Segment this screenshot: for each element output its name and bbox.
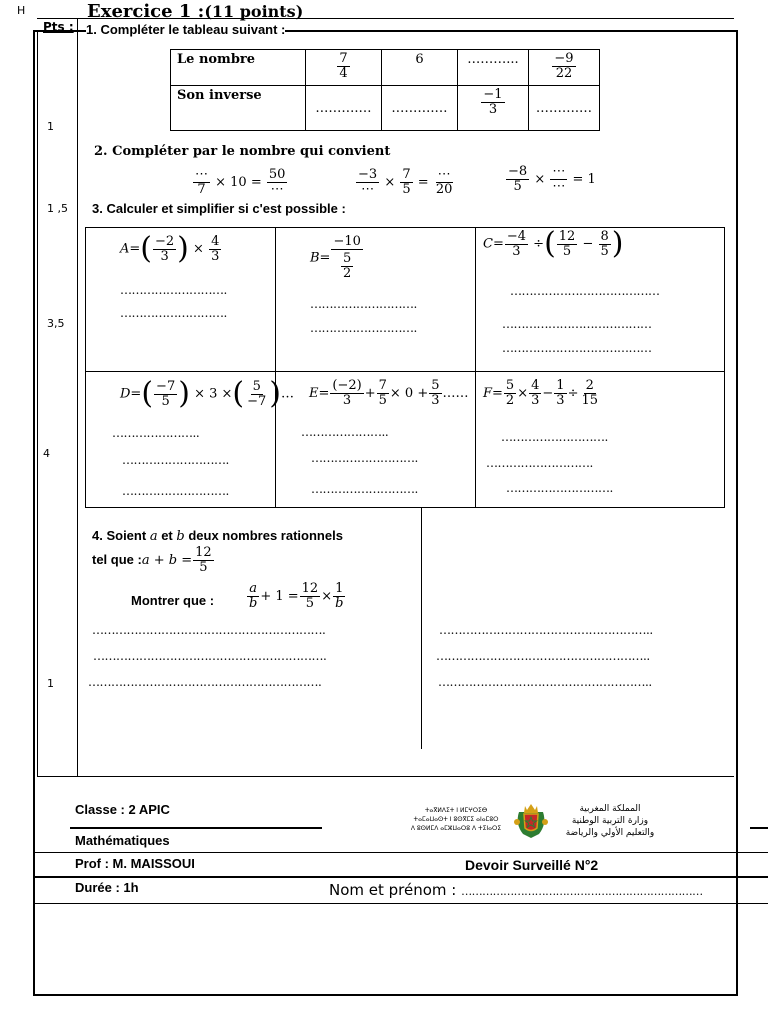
F-lhs: F= [483,386,503,401]
q4-show-fnum: a [249,581,258,596]
C-f3-num: 8 [600,228,609,244]
tifinagh-text [408,806,504,833]
cell-n1 [306,50,382,86]
A-answer-line-2[interactable]: ………………………. [120,306,227,320]
cell-i2[interactable]: ……….… [382,86,458,131]
q3-grid-hline [85,371,725,372]
C-minus: − [582,236,594,252]
row1-label: Le nombre [171,50,306,86]
q2e2-f2-num: 7 [402,167,411,182]
B-answer-line-1[interactable]: ………………………. [310,297,417,311]
q4-show-f2num: 12 [301,581,319,596]
points-q1: 1 [47,120,54,133]
cell-n3: ………... [458,50,529,86]
tifinagh-line-1: ⵜⴰⴳⵍⴷⵉⵜ ⵏ ⵍⵎⵖⵔⵉⴱ [424,807,488,814]
F-f2-num: 4 [531,378,540,393]
q4-deux-nombres: deux nombres rationnels [188,528,343,543]
q4-left-line-2[interactable]: ……………………………………………………. [93,649,327,663]
footer-nom[interactable] [329,881,703,899]
q2-eq3 [505,165,596,194]
C-f1-den: 3 [512,243,521,259]
q4-show-mid: + 1 = [260,589,299,604]
q2e2-f1-den: ⋯ [361,182,375,197]
C-f2-den: 5 [562,243,572,259]
q2e1-f2-den: ⋯ [270,182,284,197]
footer-rule-1 [70,827,322,829]
E-f1-den: 3 [342,393,352,408]
A-lhs: A= [120,241,141,257]
F-f3-num: 1 [556,378,565,393]
footer-rule-1b [750,827,768,829]
E-answer-line-2[interactable]: ………………………. [311,451,418,465]
D-answer-line-1[interactable]: ………………….. [112,426,200,440]
footer-matiere: Mathématiques [75,833,170,848]
q4-cond-num: 12 [195,545,212,560]
footer-duree: Durée : 1h [75,880,139,895]
q2e3-f1-num: −8 [508,164,528,179]
D-f2-num: 5 [252,378,261,394]
E-f3-num: 5 [431,378,440,393]
q4-right-line-3[interactable]: ……………………………………………….. [438,675,652,689]
B-num: −10 [333,234,361,249]
q2e3-mid1: × [534,172,546,187]
B-den-num: 5 [343,251,352,266]
C-lhs: C= [483,236,504,252]
cell-n2: 6 [382,50,458,86]
q4-show-f2den: 5 [305,596,315,611]
B-den-den: 2 [343,266,352,281]
q4-tel-que: tel que : [92,551,142,567]
q4-condition [92,546,215,575]
E-tail: …… [442,386,469,401]
q4-right-line-2[interactable]: ……………………………………………….. [436,649,650,663]
D-f1-num: −7 [156,378,176,394]
points-q2: 1 ,5 [47,202,68,215]
F-m2: − [542,386,554,401]
q4-show-fden: b [249,596,258,611]
tifinagh-line-2: ⵜⴰⵎⴰⵡⴰⵙⵜ ⵏ ⵓⵙⴳⵎⵉ ⴰⵏⴰⵎⵓⵔ [413,816,499,823]
margin-divider [77,18,78,776]
q2e2-f1-num: −3 [358,167,378,182]
D-f1-den: 5 [161,393,170,409]
q3-grid-vline2 [475,227,476,507]
cell-i3 [458,86,529,131]
C-answer-line-3[interactable]: ………………………………… [502,341,652,355]
q4-line1 [92,528,343,544]
n1-den: 4 [339,66,348,81]
q4-left-line-1[interactable]: ……………………………………………………. [92,623,326,637]
D-f2-den: −7 [247,393,267,409]
A-f2-num: 4 [211,233,220,249]
D-answer-line-3[interactable]: ………………………. [122,484,229,498]
i3-num: −1 [483,87,503,102]
q2e3-mid2: = 1 [572,172,596,187]
D-mid: × 3 × [194,386,233,402]
E-f2-num: 7 [378,378,387,393]
footer-rule-2 [35,852,768,853]
inverse-table [170,49,600,131]
expr-E [309,379,469,408]
q4-cond-den: 5 [199,560,208,575]
q2e2-f3-num: ⋯ [437,167,451,182]
q2e2-f2-den: 5 [402,182,411,197]
expr-C: C= $\frac{-4}{3}$ ÷( $\frac{12}{5}$ − $\frac{8}{5}$ ) [483,226,624,261]
C-f3-den: 5 [600,243,609,259]
D-answer-line-2[interactable]: ………………………. [122,453,229,467]
q4-cond-lhs: a + b = [141,552,193,568]
A-answer-line-1[interactable]: ………………………. [120,283,227,297]
q4-right-line-1[interactable]: ……………………………………………….. [439,623,653,637]
q4-show-f3den: b [335,596,344,611]
expr-B [310,235,364,281]
C-f1-num: −4 [506,228,527,244]
points-q4: 1 [47,677,54,690]
E-answer-line-1[interactable]: ………………….. [301,425,389,439]
B-answer-line-2[interactable]: ………………………. [310,321,417,335]
F-f4-den: 15 [581,393,599,408]
q4-left-line-3[interactable]: ……………………………………………………. [88,675,322,689]
q4-show-mul: × [321,589,333,604]
points-q3b: 4 [43,447,50,460]
q2e3-f2-den: ⋯ [552,179,566,194]
E-f2-den: 5 [378,393,387,408]
q4-var-b: b [176,529,185,544]
q1-heading: 1. Compléter le tableau suivant : [86,22,286,37]
expr-A: A=( $\frac{-2}{3}$ ) × $\frac{4}{3}$ [120,231,220,266]
B-lhs: B= [310,250,331,266]
arabic-line-3: والتعليم الأولي والرياضة [565,828,655,838]
E-answer-line-3[interactable]: ………………………. [311,482,418,496]
E-f3-den: 3 [431,393,440,408]
footer-rule-4 [35,903,768,904]
q4-soient: 4. Soient [92,528,147,543]
cell-n4 [529,50,600,86]
q4-show-expr [246,582,346,611]
coat-of-arms-icon [513,800,549,840]
n1-num: 7 [339,51,348,66]
C-f2-num: 12 [558,228,576,244]
F-m1: × [517,386,529,401]
n4-den: 22 [555,66,573,81]
pts-label: Pts : [43,20,74,34]
title-word: Exercice 1 : [87,1,205,22]
q2e2-mid2: = [417,175,429,190]
A-mul: × [193,241,204,257]
E-mid: × 0 + [389,386,429,401]
A-f1-num: −2 [155,233,175,249]
F-answer-line-1[interactable]: ………………………. [501,430,608,444]
F-answer-line-2[interactable]: ………………………. [486,456,593,470]
q2e1-f2-num: 50 [268,167,286,182]
q3-grid-vline1 [275,227,276,507]
left-inner-rule [37,30,38,776]
F-f1-den: 2 [505,393,515,408]
arabic-line-2: وزارة التربية الوطنية [571,816,649,826]
h-label: H [17,4,26,17]
n4-num: −9 [554,51,574,66]
q2-heading: 2. Compléter par le nombre qui convient [94,144,391,159]
footer-devoir: Devoir Surveillé N°2 [465,857,599,873]
row2-label: Son inverse [171,86,306,131]
D-tail: … [281,386,295,402]
q4-montrer: Montrer que : [131,593,215,608]
F-f4-num: 2 [585,378,594,393]
E-plus: + [364,386,376,401]
cell-i4[interactable]: ……….… [529,86,600,131]
bottom-rule [37,776,734,777]
i3-den: 3 [488,102,498,117]
expr-D: D=( $\frac{-7}{5}$ ) × 3 ×( $\frac{5}{-7}$ )… [120,376,295,411]
F-answer-line-3[interactable]: ………………………. [506,481,613,495]
tifinagh-line-3: ⴷ ⵓⵙⵍⵎⴷ ⴰⵎⵣⵡⴰⵔⵓ ⴷ ⵜⵉⵏⴰⵔⵉ [410,825,502,832]
F-f3-den: 3 [556,393,565,408]
D-lhs: D= [120,386,142,402]
q4-show-f3num: 1 [335,581,344,596]
footer-nom-dots[interactable]: …………………………………………………………… [461,885,703,898]
q2e1-f1-den: 7 [197,182,206,197]
A-f1-den: 3 [160,248,169,264]
A-f2-den: 3 [211,248,220,264]
q2-eq1 [192,168,288,197]
arabic-text [554,803,666,839]
q2e3-f1-den: 5 [513,179,522,194]
F-f1-num: 5 [505,378,515,393]
footer-classe: Classe : 2 APIC [75,802,170,817]
footer-nom-label: Nom et prénom : [329,881,462,899]
q4-divider [421,507,422,749]
F-f2-den: 3 [531,393,540,408]
E-f1-num: (−2) [332,378,362,393]
q2e2-f3-den: 20 [435,182,453,197]
q4-et: et [161,528,173,543]
E-lhs: E= [309,386,330,401]
F-m3: ÷ [567,386,579,401]
expr-F [483,379,601,408]
footer-prof: Prof : M. MAISSOUI [75,856,195,871]
q2e1-mid: × 10 = [215,175,262,190]
q2e1-f1-num: ⋯ [195,167,208,182]
C-answer-line-2[interactable]: ………………………………… [502,317,652,331]
C-div: ÷ [533,236,545,252]
footer-rule-3 [35,876,768,878]
title-points: (11 points) [204,2,304,21]
q2-eq2 [355,168,455,197]
points-q3a: 3,5 [47,317,65,330]
q4-var-a: a [149,529,158,544]
arabic-line-1: المملكة المغربية [579,804,641,814]
q3-heading: 3. Calculer et simplifier si c'est possible : [92,201,346,216]
q2e3-f2-num: ⋯ [552,164,566,179]
C-answer-line-1[interactable]: ………………………………… [510,284,660,298]
exercise-title [87,1,303,22]
q2e2-mid1: × [384,175,396,190]
cell-i1[interactable]: ……….… [306,86,382,131]
